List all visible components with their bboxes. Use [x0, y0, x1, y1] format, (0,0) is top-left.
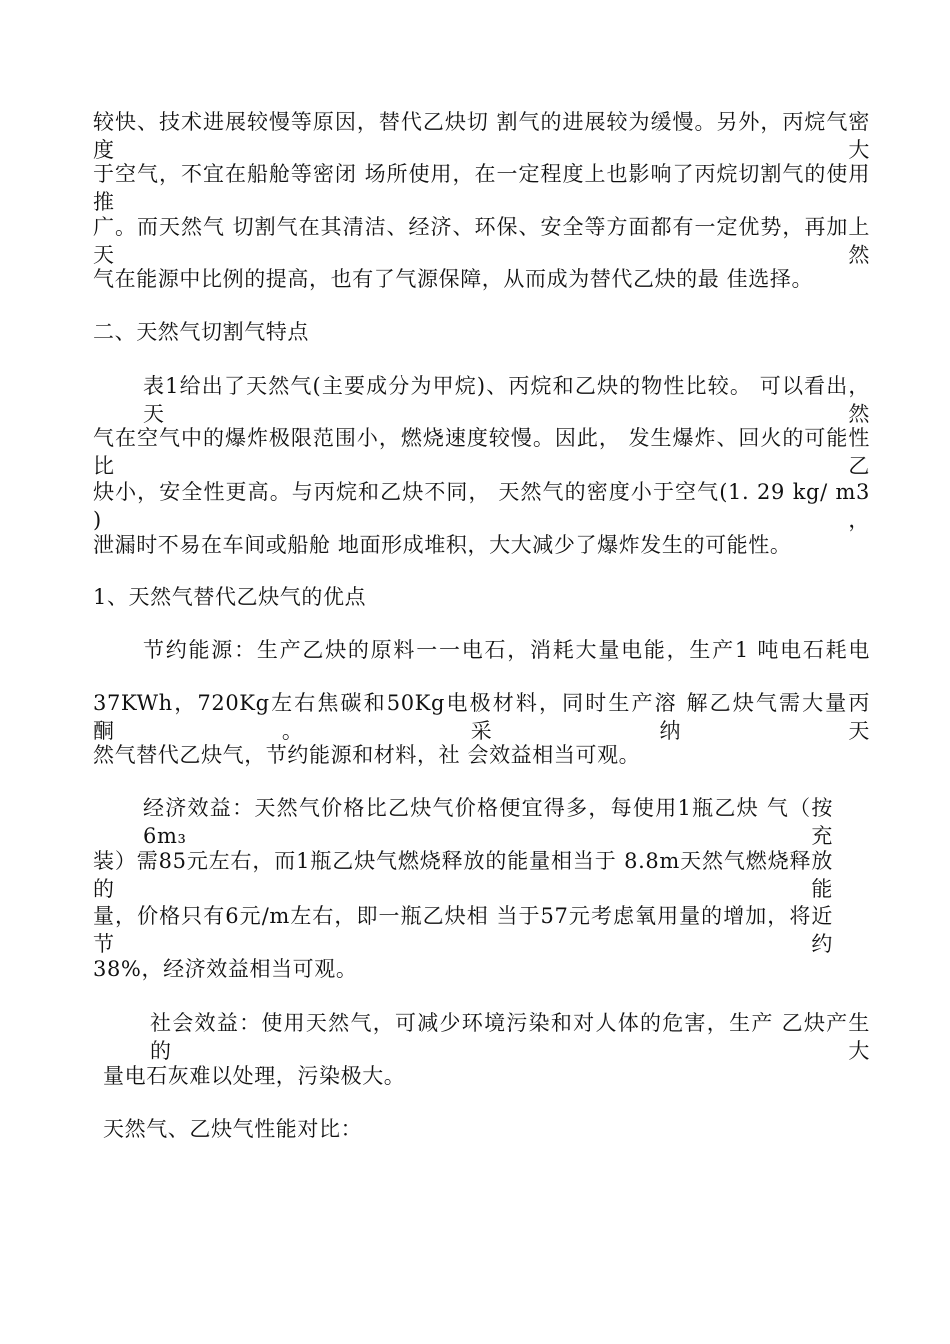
- section-heading: 二、天然气切割气特点: [93, 320, 309, 344]
- paragraph-line: 气在能源中比例的提高，也有了气源保障，从而成为替代乙炔的最 佳选择。: [93, 267, 814, 291]
- paragraph-line: 较快、技术进展较慢等原因，替代乙炔切 割气的进展较为缓慢。另外，丙烷气密度大: [93, 110, 870, 162]
- paragraph-line: 社会效益：使用天然气，可减少环境污染和对人体的危害，生产 乙炔产生的大: [150, 1011, 870, 1063]
- paragraph-line: 38%，经济效益相当可观。: [93, 957, 358, 981]
- paragraph-line: 表1给出了天然气(主要成分为甲烷)、丙烷和乙炔的物性比较。 可以看出，天然: [143, 374, 870, 426]
- paragraph-line: 装）需85元左右，而1瓶乙炔气燃烧释放的能量相当于 8.8m天然气燃烧释放的能: [93, 849, 833, 901]
- table-caption: 天然气、乙炔气性能对比：: [103, 1117, 363, 1141]
- paragraph-line: 节约能源：生产乙炔的原料一一电石，消耗大量电能，生产1 吨电石耗电: [143, 638, 870, 662]
- paragraph-line: 37KWh，720Kg左右焦碳和50Kg电极材料，同时生产溶 解乙炔气需大量丙酮。采纳天: [93, 691, 870, 743]
- paragraph-line: 广。而天然气 切割气在其清洁、经济、环保、安全等方面都有一定优势，再加上天 然: [93, 215, 870, 267]
- paragraph-line: 于空气，不宜在船舱等密闭 场所使用，在一定程度上也影响了丙烷切割气的使用推: [93, 162, 870, 214]
- paragraph-line: 气在空气中的爆炸极限范围小，燃烧速度较慢。因此， 发生爆炸、回火的可能性比乙: [93, 426, 870, 478]
- subsection-heading: 1、天然气替代乙炔气的优点: [93, 585, 367, 609]
- paragraph-line: 炔小，安全性更高。与丙烷和乙炔不同， 天然气的密度小于空气(1. 29 kg/ m3 )，: [93, 480, 870, 532]
- paragraph-line: 量，价格只有6元/m左右，即一瓶乙炔相 当于57元考虑氧用量的增加，将近节约: [93, 904, 833, 956]
- paragraph-line: 经济效益：天然气价格比乙炔气价格便宜得多，每使用1瓶乙炔 气（按6m₃充: [143, 796, 833, 848]
- paragraph-line: 泄漏时不易在车间或船舱 地面形成堆积，大大减少了爆炸发生的可能性。: [93, 533, 792, 557]
- paragraph-line: 然气替代乙炔气，节约能源和材料，社 会效益相当可观。: [93, 743, 641, 767]
- paragraph-line: 量电石灰难以处理，污染极大。: [103, 1064, 406, 1088]
